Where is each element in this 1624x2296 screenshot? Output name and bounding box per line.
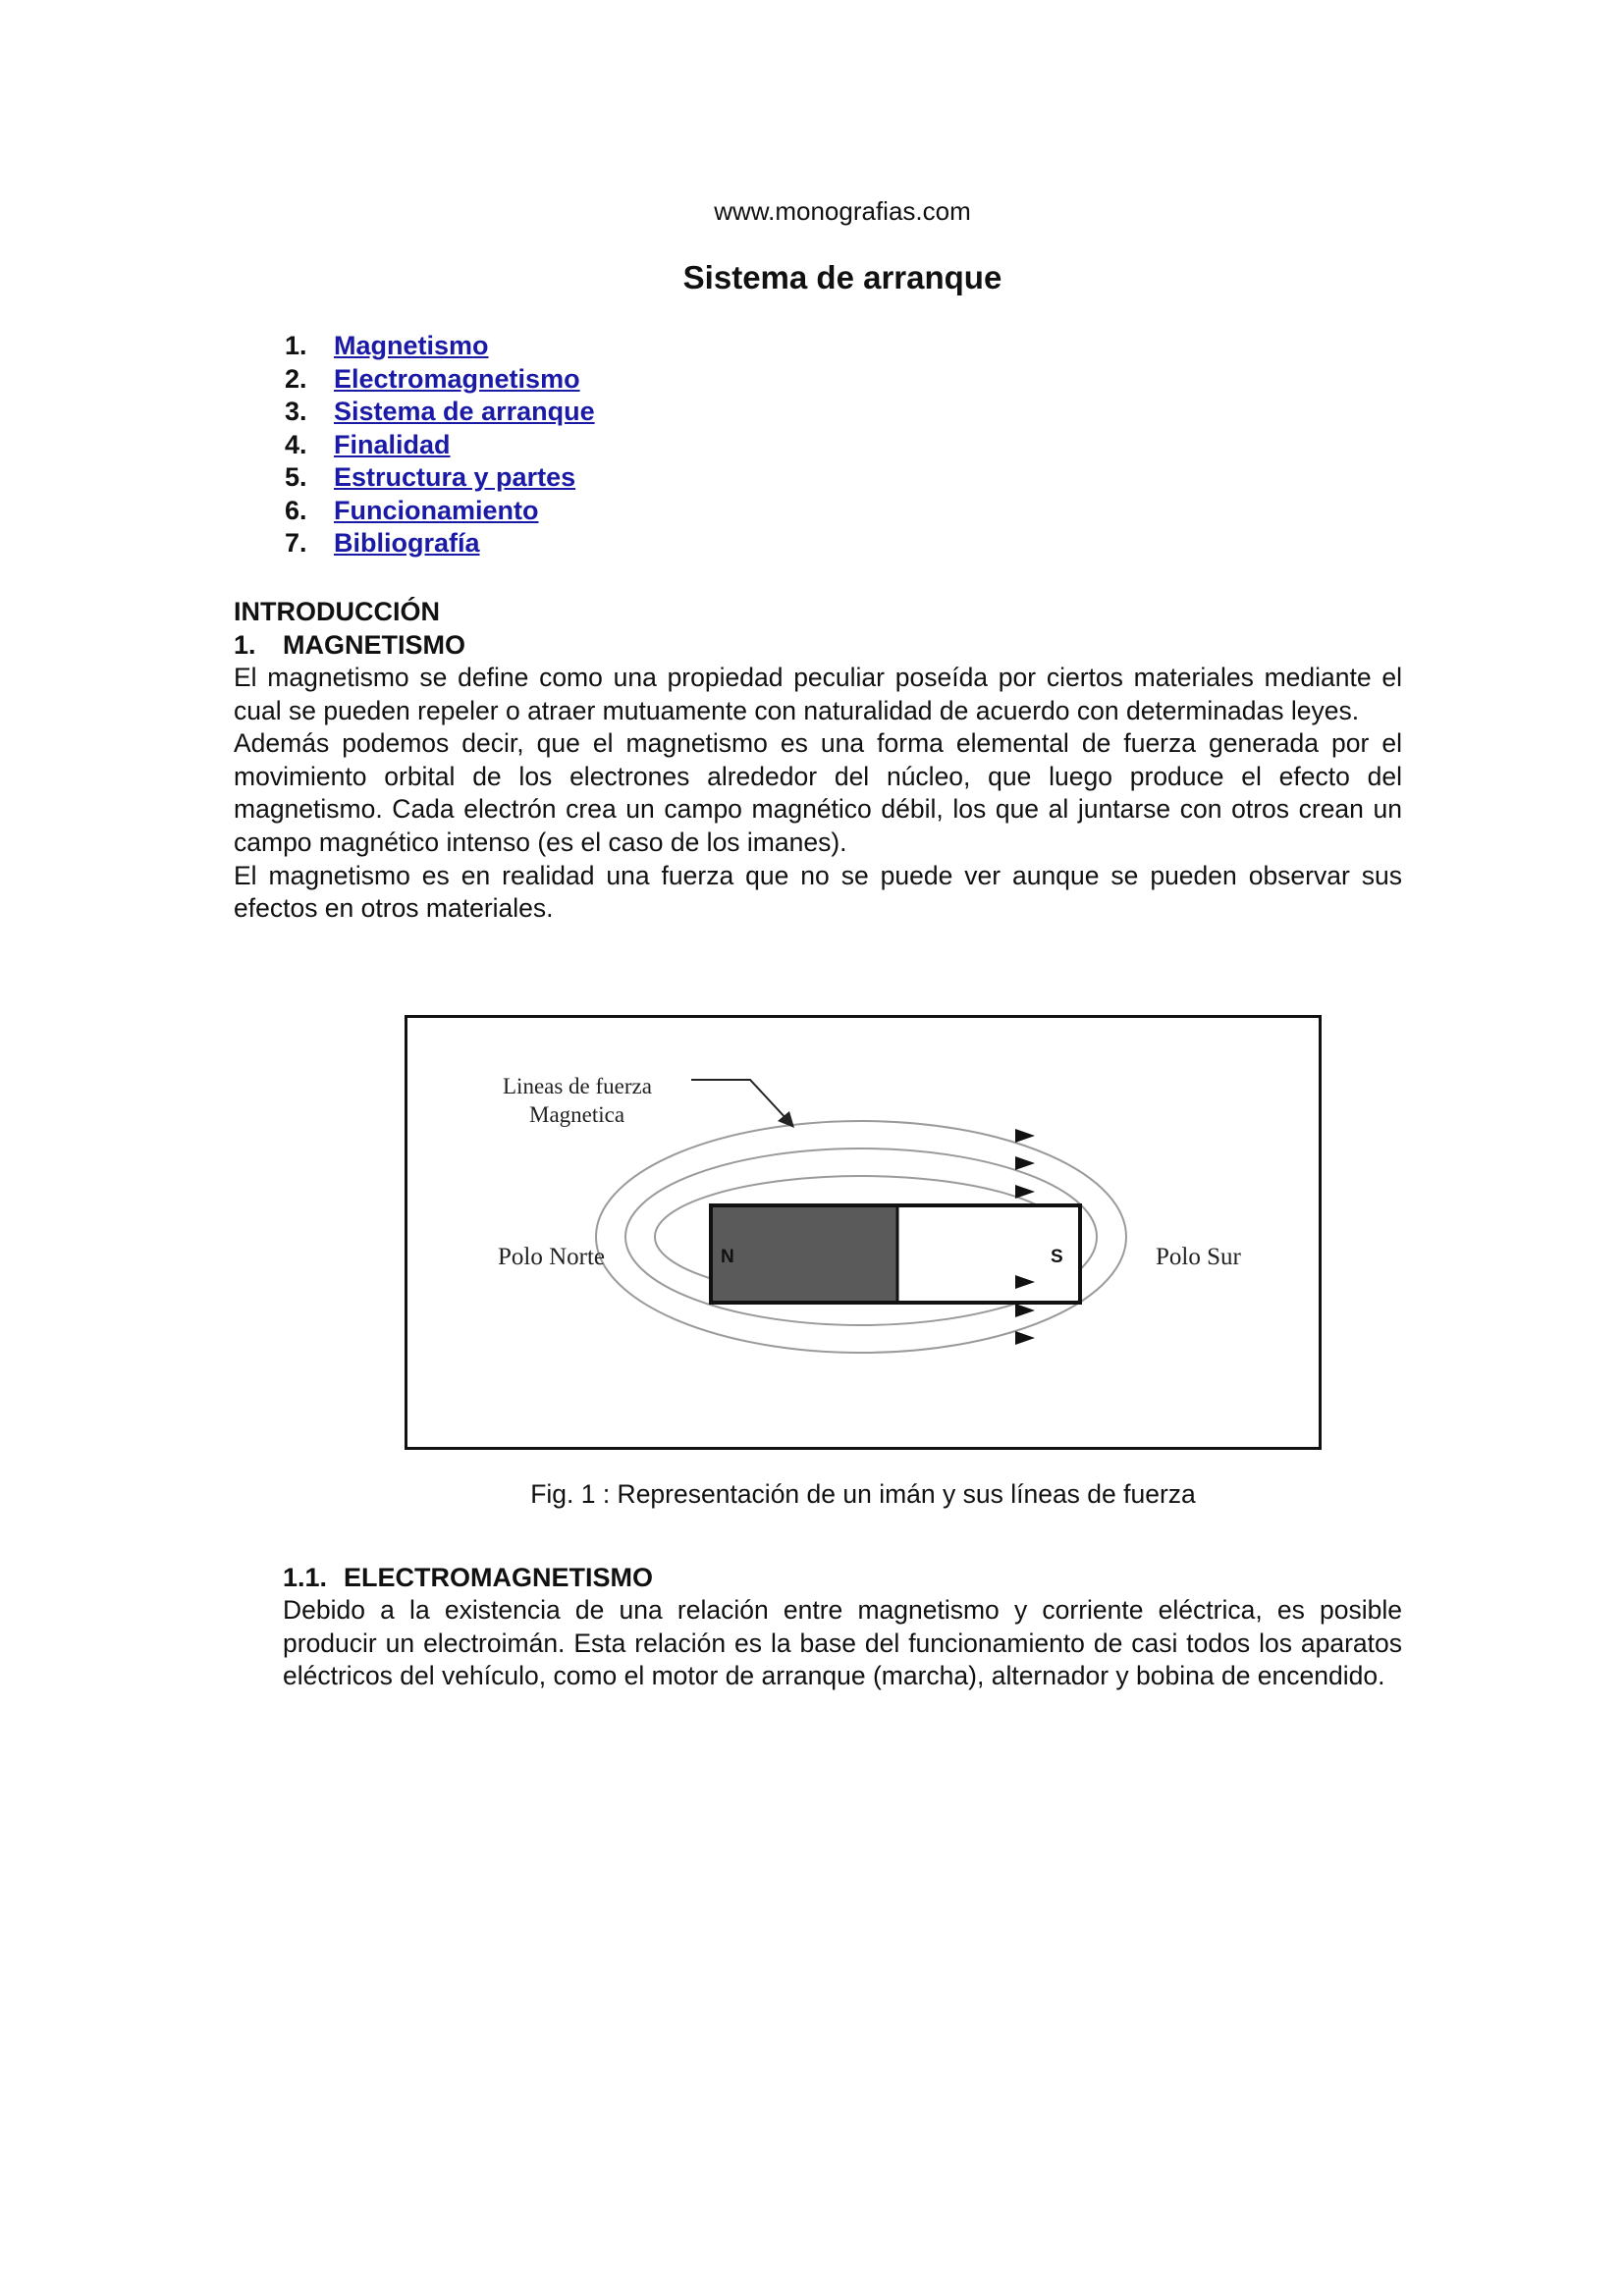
- toc-link-estructura-y-partes[interactable]: Estructura y partes: [334, 462, 576, 492]
- toc-item: [285, 363, 595, 397]
- paragraph: El magnetismo se define como una propiedad peculiar poseída por ciertos materiales mediante el cual se pueden repeler o atraer mutuamente con naturalidad de acuerdo con determinadas leyes.: [234, 663, 1402, 725]
- section-heading-magnetismo: [234, 628, 465, 662]
- polo-sur-label: Polo Sur: [1156, 1244, 1241, 1270]
- pole-n-label: N: [721, 1247, 734, 1267]
- magnet-diagram: [405, 1015, 1322, 1450]
- section-title: ELECTROMAGNETISMO: [344, 1563, 653, 1592]
- section-number: 1.1.: [283, 1563, 328, 1592]
- figure-caption: Fig. 1 : Representación de un imán y sus líneas de fuerza: [530, 1479, 1196, 1509]
- toc-number: 1.: [285, 331, 307, 360]
- field-lines-label-line2: Magnetica: [529, 1102, 625, 1127]
- toc-item: [285, 527, 595, 561]
- document-title: Sistema de arranque: [682, 259, 1002, 295]
- toc-number: 5.: [285, 462, 307, 492]
- field-lines-label-line1: Lineas de fuerza: [503, 1074, 652, 1098]
- toc-number: 4.: [285, 429, 307, 459]
- table-of-contents: [285, 330, 595, 561]
- site-url: www.monografias.com: [714, 196, 971, 226]
- paragraph: El magnetismo es en realidad una fuerza que no se puede ver aunque se pueden observar sus efectos en otros materiales.: [234, 860, 1402, 924]
- toc-item: [285, 461, 595, 495]
- paragraph: Debido a la existencia de una relación entre magnetismo y corriente eléctrica, es posible producir un electroimán. Esta relación es la base del funcionamiento de casi todos los aparatos eléctricos del vehículo, como el motor de arranque (marcha), alternador y bobina de encendido.: [283, 1595, 1402, 1691]
- toc-link-magnetismo[interactable]: Magnetismo: [334, 331, 489, 360]
- toc-number: 6.: [285, 495, 307, 525]
- toc-number: 7.: [285, 528, 307, 558]
- north-pole-block: [711, 1205, 897, 1303]
- intro-heading: INTRODUCCIÓN: [234, 597, 440, 626]
- electromagnetismo-body: [283, 1594, 1402, 1693]
- magnet-figure: [405, 1015, 1322, 1450]
- section-heading-electromagnetismo: [283, 1561, 653, 1594]
- toc-link-sistema-de-arranque[interactable]: Sistema de arranque: [334, 397, 595, 426]
- toc-link-funcionamiento[interactable]: Funcionamiento: [334, 495, 539, 525]
- polo-norte-label: Polo Norte: [498, 1244, 606, 1270]
- section-title: MAGNETISMO: [283, 630, 465, 660]
- toc-item: [285, 330, 595, 363]
- toc-item: [285, 495, 595, 528]
- toc-number: 2.: [285, 363, 307, 394]
- toc-link-bibliografia[interactable]: Bibliografía: [334, 528, 480, 558]
- section-number: 1.: [234, 630, 256, 660]
- toc-number: 3.: [285, 397, 307, 426]
- toc-link-finalidad[interactable]: Finalidad: [334, 429, 451, 459]
- magnetismo-body: [234, 662, 1402, 926]
- paragraph: Además podemos decir, que el magnetismo es una forma elemental de fuerza generada por el movimiento orbital de los electrones alrededor del núcleo, que luego produce el efecto del magnetismo. Cada electrón crea un campo magnético débil, los que al juntarse con otros crean un campo magnético intenso (es el caso de los imanes).: [234, 728, 1402, 857]
- toc-item: [285, 429, 595, 462]
- pole-s-label: S: [1051, 1247, 1063, 1267]
- toc-link-electromagnetismo[interactable]: Electromagnetismo: [334, 363, 580, 394]
- toc-item: [285, 396, 595, 429]
